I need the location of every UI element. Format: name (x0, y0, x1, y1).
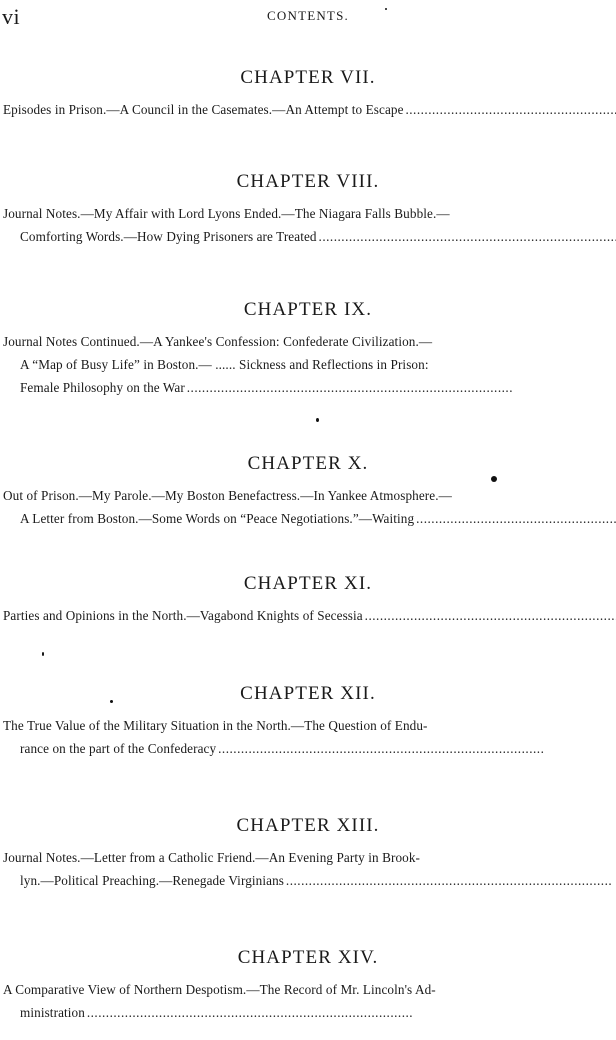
summary-line: lyn.—Political Preaching.—Renegade Virginians . . . (0, 869, 616, 892)
summary-line: Journal Notes.—Letter from a Catholic Friend.—An Evening Party in Brook- (3, 850, 421, 865)
chapter-section (0, 944, 616, 1024)
summary-line: Out of Prison.—My Parole.—My Boston Benefactress.—In Yankee Atmosphere.— (3, 488, 452, 503)
chapter-summary (0, 714, 616, 760)
summary-line: Comforting Words.—How Dying Prisoners are Treated . . . (0, 225, 616, 248)
chapter-title: CHAPTER XII. (240, 683, 376, 704)
summary-line: Journal Notes Continued.—A Yankee's Confession: Confederate Civilization.— (3, 334, 433, 349)
summary-line: A Comparative View of Northern Despotism.—The Record of Mr. Lincoln's Ad- (3, 982, 436, 997)
summary-line: A Letter from Boston.—Some Words on “Peace Negotiations.”—Waiting . . . (0, 507, 616, 530)
chapter-title: CHAPTER X. (247, 453, 369, 474)
chapter-summary (0, 978, 616, 1024)
chapter-title: CHAPTER XI. (243, 573, 373, 594)
ink-speck (110, 700, 113, 703)
chapter-summary (0, 846, 616, 892)
chapter-summary (0, 330, 616, 399)
summary-line: The True Value of the Military Situation in the North.—The Question of Endu- (3, 718, 428, 733)
ink-speck (316, 418, 319, 422)
chapter-section (0, 168, 616, 248)
chapter-summary (0, 98, 616, 121)
ink-speck (385, 8, 387, 10)
ink-speck (42, 652, 44, 656)
summary-line: A “Map of Busy Life” in Boston.— ...... Sickness and Reflections in Prison: (20, 357, 429, 372)
summary-line: Female Philosophy on the War . . . (0, 376, 616, 399)
summary-line: ministration . . . (0, 1001, 616, 1024)
chapter-section (0, 812, 616, 892)
chapter-title: CHAPTER XIII. (236, 815, 380, 836)
running-head: CONTENTS. (267, 8, 349, 23)
summary-line: Episodes in Prison.—A Council in the Casemates.—An Attempt to Escape . . . (0, 98, 616, 121)
chapter-summary (0, 604, 616, 627)
summary-line: rance on the part of the Confederacy . . . (0, 737, 616, 760)
chapter-summary (0, 484, 616, 530)
chapter-title: CHAPTER VII. (240, 67, 376, 88)
page-number: vi (2, 4, 21, 29)
chapter-section (0, 450, 616, 530)
chapter-section (0, 296, 616, 399)
chapter-section (0, 64, 616, 121)
summary-line: Journal Notes.—My Affair with Lord Lyons Ended.—The Niagara Falls Bubble.— (3, 206, 450, 221)
summary-line: Parties and Opinions in the North.—Vagabond Knights of Secessia . . . (0, 604, 616, 627)
ink-speck (491, 476, 497, 482)
chapter-section (0, 680, 616, 760)
chapter-title: CHAPTER IX. (243, 299, 373, 320)
chapter-title: CHAPTER VIII. (236, 171, 380, 192)
chapter-title: CHAPTER XIV. (237, 947, 379, 968)
chapter-section (0, 570, 616, 627)
chapter-summary (0, 202, 616, 248)
